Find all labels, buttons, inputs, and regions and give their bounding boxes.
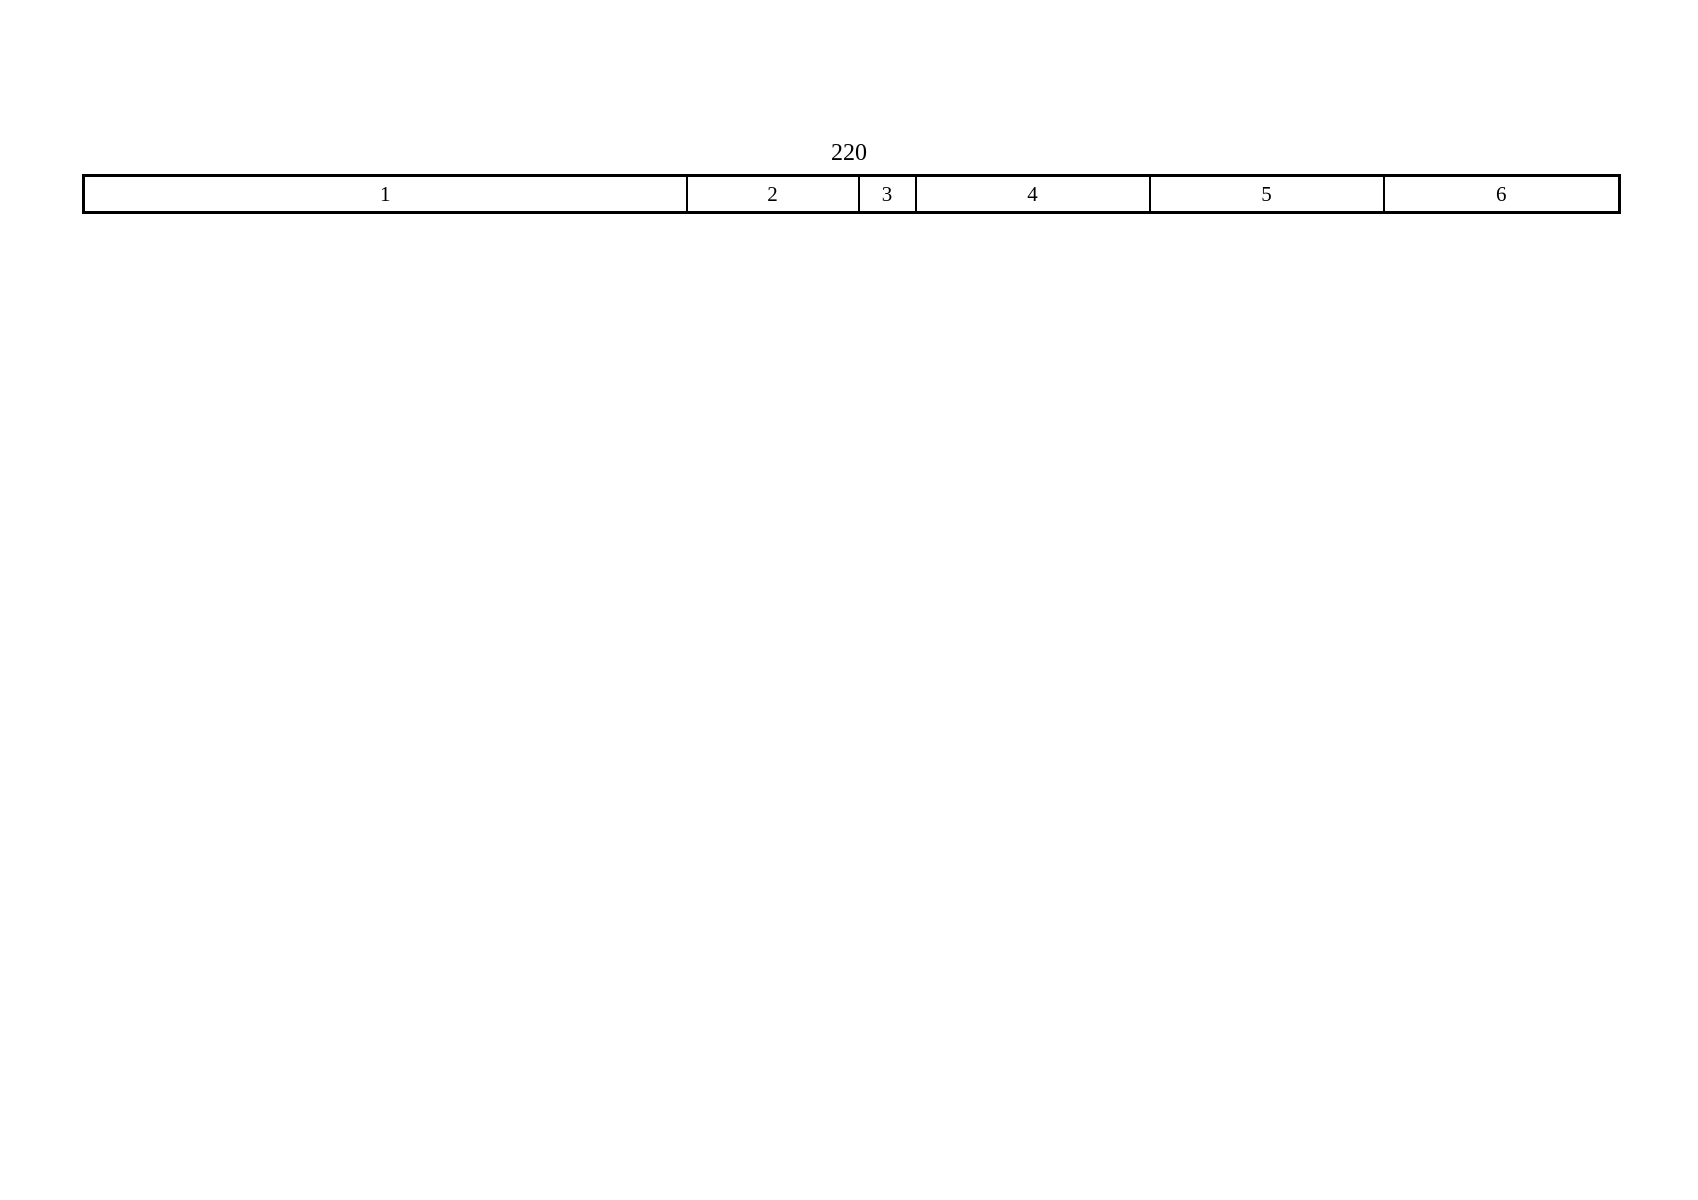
budget-table (82, 174, 1621, 214)
table-header-row (84, 176, 1620, 213)
header-col-5: 5 (1150, 176, 1384, 213)
page-number: 220 (831, 140, 867, 166)
header-col-4: 4 (916, 176, 1150, 213)
header-col-3: 3 (859, 176, 916, 213)
header-col-1: 1 (84, 176, 687, 213)
header-col-2: 2 (687, 176, 859, 213)
header-col-6: 6 (1384, 176, 1620, 213)
budget-table-container (82, 174, 1618, 214)
